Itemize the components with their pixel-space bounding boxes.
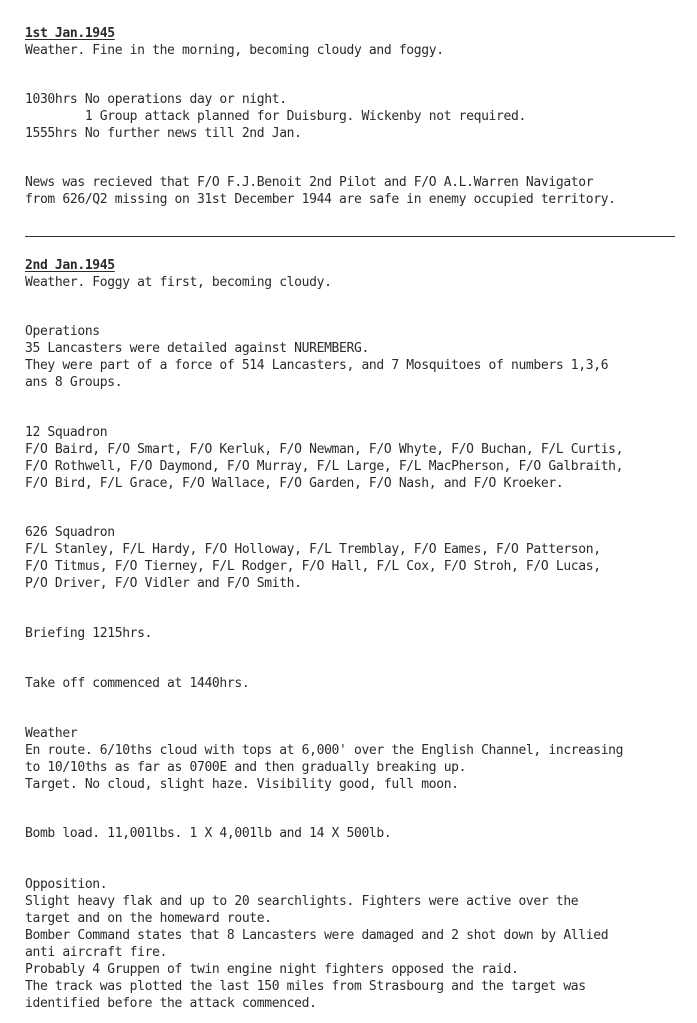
opposition-line: target and on the homeward route. <box>25 911 272 926</box>
opposition-line: anti aircraft fire. <box>25 945 168 960</box>
crew-line: F/O Baird, F/O Smart, F/O Kerluk, F/O Newman, F/O Whyte, F/O Buchan, F/L Curtis, <box>25 442 624 457</box>
squadron-heading: 626 Squadron <box>25 525 115 540</box>
operations-line: ans 8 Groups. <box>25 375 123 390</box>
opposition-heading: Opposition. <box>25 877 108 892</box>
note-line: 1 Group attack planned for Duisburg. Wickenby not required. <box>25 109 526 124</box>
bomb-load-line: Bomb load. 11,001lbs. 1 X 4,001lb and 14 X 500lb. <box>25 826 392 841</box>
crew-line: F/O Rothwell, F/O Daymond, F/O Murray, F/L Large, F/L MacPherson, F/O Galbraith, <box>25 459 624 474</box>
crew-line: P/O Driver, F/O Vidler and F/O Smith. <box>25 576 302 591</box>
note-line: 1555hrs No further news till 2nd Jan. <box>25 126 302 141</box>
operations-heading: Operations <box>25 324 100 339</box>
entry-date: 2nd Jan.1945 <box>25 258 115 273</box>
opposition-line: Bomber Command states that 8 Lancasters were damaged and 2 shot down by Allied <box>25 928 609 943</box>
briefing-line: Briefing 1215hrs. <box>25 626 153 641</box>
weather-detail-line: to 10/10ths as far as 0700E and then gradually breaking up. <box>25 760 467 775</box>
note-line: 1030hrs No operations day or night. <box>25 92 287 107</box>
operations-line: They were part of a force of 514 Lancasters, and 7 Mosquitoes of numbers 1,3,6 <box>25 358 609 373</box>
opposition-line: Slight heavy flak and up to 20 searchlights. Fighters were active over the <box>25 894 579 909</box>
opposition-line: identified before the attack commenced. <box>25 996 317 1011</box>
weather-detail-line: En route. 6/10ths cloud with tops at 6,000' over the English Channel, increasing <box>25 743 624 758</box>
weather-heading: Weather <box>25 726 78 741</box>
crew-line: F/L Stanley, F/L Hardy, F/O Holloway, F/L Tremblay, F/O Eames, F/O Patterson, <box>25 542 601 557</box>
opposition-line: The track was plotted the last 150 miles from Strasbourg and the target was <box>25 979 586 994</box>
news-line: from 626/Q2 missing on 31st December 1944 are safe in enemy occupied territory. <box>25 192 616 207</box>
squadron-heading: 12 Squadron <box>25 425 108 440</box>
weather-detail-line: Target. No cloud, slight haze. Visibility good, full moon. <box>25 777 459 792</box>
news-line: News was recieved that F/O F.J.Benoit 2nd Pilot and F/O A.L.Warren Navigator <box>25 175 594 190</box>
crew-line: F/O Bird, F/L Grace, F/O Wallace, F/O Garden, F/O Nash, and F/O Kroeker. <box>25 476 564 491</box>
takeoff-line: Take off commenced at 1440hrs. <box>25 676 250 691</box>
weather-line: Weather. Fine in the morning, becoming cloudy and foggy. <box>25 43 444 58</box>
operations-line: 35 Lancasters were detailed against NUREMBERG. <box>25 341 369 356</box>
entry-date: 1st Jan.1945 <box>25 26 115 41</box>
opposition-line: Probably 4 Gruppen of twin engine night fighters opposed the raid. <box>25 962 519 977</box>
entry-divider <box>25 236 675 237</box>
weather-line: Weather. Foggy at first, becoming cloudy. <box>25 275 332 290</box>
crew-line: F/O Titmus, F/O Tierney, F/L Rodger, F/O Hall, F/L Cox, F/O Stroh, F/O Lucas, <box>25 559 601 574</box>
